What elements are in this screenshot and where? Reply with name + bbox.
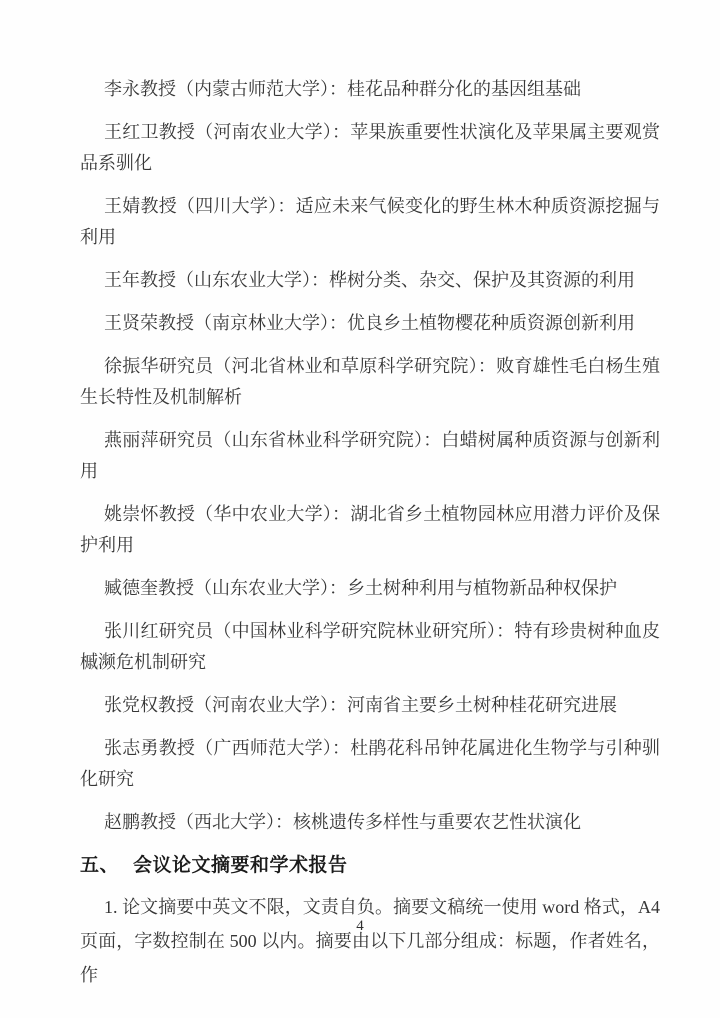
section-number: 五、: [80, 855, 120, 876]
section-title: 会议论文摘要和学术报告: [133, 855, 348, 876]
speaker-item: 赵鹏教授（西北大学）：核桃遗传多样性与重要农艺性状演化: [104, 812, 581, 832]
speaker-item: 徐振华研究员（河北省林业和草原科学研究院）：败育雄性毛白杨生殖生长特性及机制解析: [80, 356, 660, 407]
speaker-item: 王红卫教授（河南农业大学）：苹果族重要性状演化及苹果属主要观赏品系驯化: [80, 122, 660, 173]
speaker-item: 王贤荣教授（南京林业大学）：优良乡土植物樱花种质资源创新利用: [104, 313, 635, 333]
speaker-item: 臧德奎教授（山东农业大学）：乡土树种利用与植物新品种权保护: [104, 578, 617, 598]
speaker-item: 张川红研究员（中国林业科学研究院林业研究所）：特有珍贵树种血皮槭濒危机制研究: [80, 621, 660, 672]
speaker-item: 张党权教授（河南农业大学）：河南省主要乡土树种桂花研究进展: [104, 695, 617, 715]
speaker-item: 燕丽萍研究员（山东省林业科学研究院）：白蜡树属种质资源与创新利用: [80, 430, 660, 481]
speaker-list: [80, 74, 660, 838]
section-heading: [80, 850, 660, 881]
speaker-item: 姚崇怀教授（华中农业大学）：湖北省乡土植物园林应用潜力评价及保护利用: [80, 504, 660, 555]
speaker-item: 李永教授（内蒙古师范大学）：桂花品种群分化的基因组基础: [104, 79, 581, 99]
speaker-item: 张志勇教授（广西师范大学）：杜鹃花科吊钟花属进化生物学与引种驯化研究: [80, 738, 660, 789]
speaker-item: 王年教授（山东农业大学）：桦树分类、杂交、保护及其资源的利用: [104, 270, 635, 290]
page-number: 4: [356, 918, 364, 934]
speaker-item: 王婧教授（四川大学）：适应未来气候变化的野生林木种质资源挖掘与利用: [80, 196, 660, 247]
abstract-instructions-paragraph: 1. 论文摘要中英文不限，文责自负。摘要文稿统一使用 word 格式，A4页面，字数控制在 500 以内。摘要由以下几部分组成：标题，作者姓名，作: [80, 897, 660, 985]
